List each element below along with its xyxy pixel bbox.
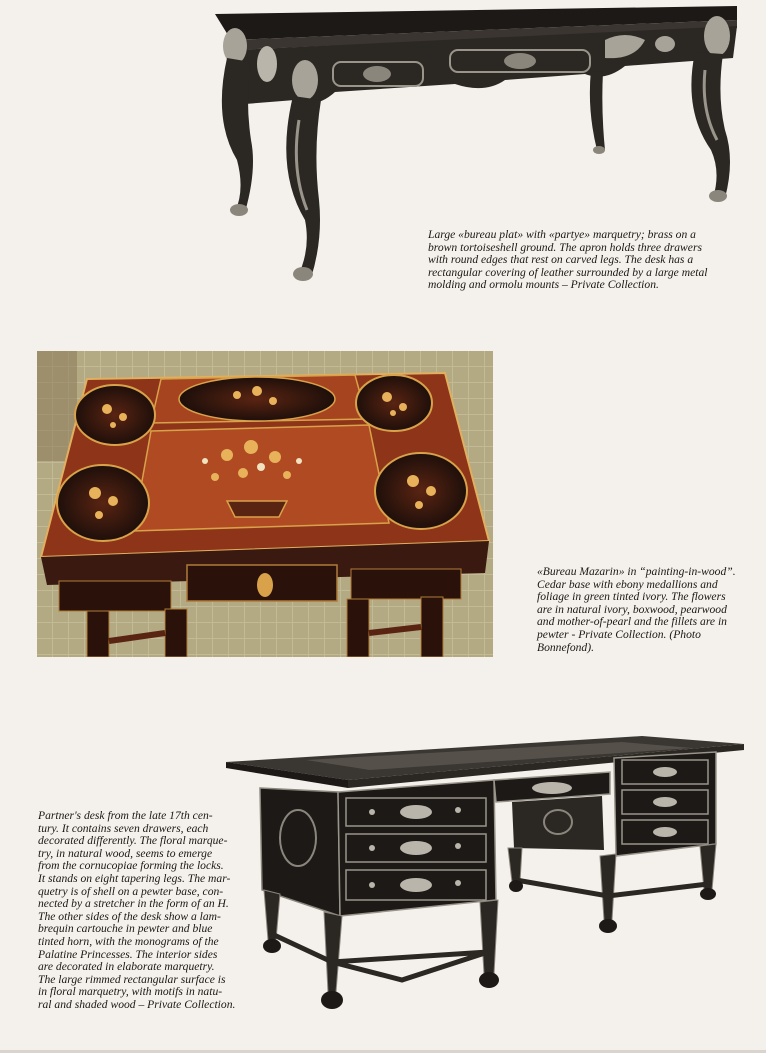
caption-line: Bonnefond).	[537, 640, 594, 654]
caption-line: Large «bureau plat» with «partye» marquetry; brass on a	[428, 228, 696, 241]
caption-line: ral and shaded wood – Private Collection.	[38, 997, 236, 1011]
caption-line: quetry is of shell on a pewter base, con-	[38, 884, 224, 898]
caption-line: molding and ormolu mounts – Private Collection.	[428, 278, 659, 292]
caption-line: are decorated in elaborate marquetry.	[38, 960, 215, 974]
caption-line: The large rimmed rectangular surface is	[38, 972, 226, 986]
caption-line: Palatine Princesses. The interior sides	[38, 947, 218, 961]
caption-line: foliage in green tinted ivory. The flowers	[537, 590, 726, 604]
caption-line: try, in natural wood, seems to emerge	[38, 846, 213, 860]
caption-line: rectangular covering of leather surrounded by a large metal	[428, 265, 708, 279]
caption-line: and mother-of-pearl and the fillets are in	[537, 615, 727, 629]
caption-line: with round edges that rest on carved legs. The desk has a	[428, 253, 694, 267]
caption-line: It stands on eight tapering legs. The mar-	[38, 871, 231, 885]
caption-line: brown tortoiseshell ground. The apron holds three drawers	[428, 240, 702, 254]
partners-desk-caption	[38, 810, 244, 1012]
caption-line: «Bureau Mazarin» in “painting-in-wood”.	[537, 565, 736, 578]
caption-line: pewter - Private Collection. (Photo	[537, 627, 701, 641]
caption-line: tinted horn, with the monograms of the	[38, 934, 219, 948]
caption-line: are in natural ivory, boxwood, pearwood	[537, 602, 727, 616]
caption-line: from the cornucopiae forming the locks.	[38, 859, 224, 873]
caption-line: decorated differently. The floral marque-	[38, 834, 228, 848]
caption-line: in floral marquetry, with motifs in natu-	[38, 985, 223, 999]
caption-line: nected by a stretcher in the form of an H.	[38, 897, 229, 911]
caption-line: Cedar base with ebony medallions and	[537, 577, 718, 591]
bureau-plat-caption	[428, 229, 744, 292]
bureau-mazarin-caption	[537, 566, 747, 654]
caption-line: The other sides of the desk show a lam-	[38, 909, 221, 923]
caption-line: Partner's desk from the late 17th cen-	[38, 809, 213, 822]
caption-line: brequin cartouche in pewter and blue	[38, 922, 213, 936]
bureau-mazarin-photo	[37, 351, 493, 657]
partners-desk-photo	[222, 730, 748, 1030]
caption-line: tury. It contains seven drawers, each	[38, 821, 209, 835]
